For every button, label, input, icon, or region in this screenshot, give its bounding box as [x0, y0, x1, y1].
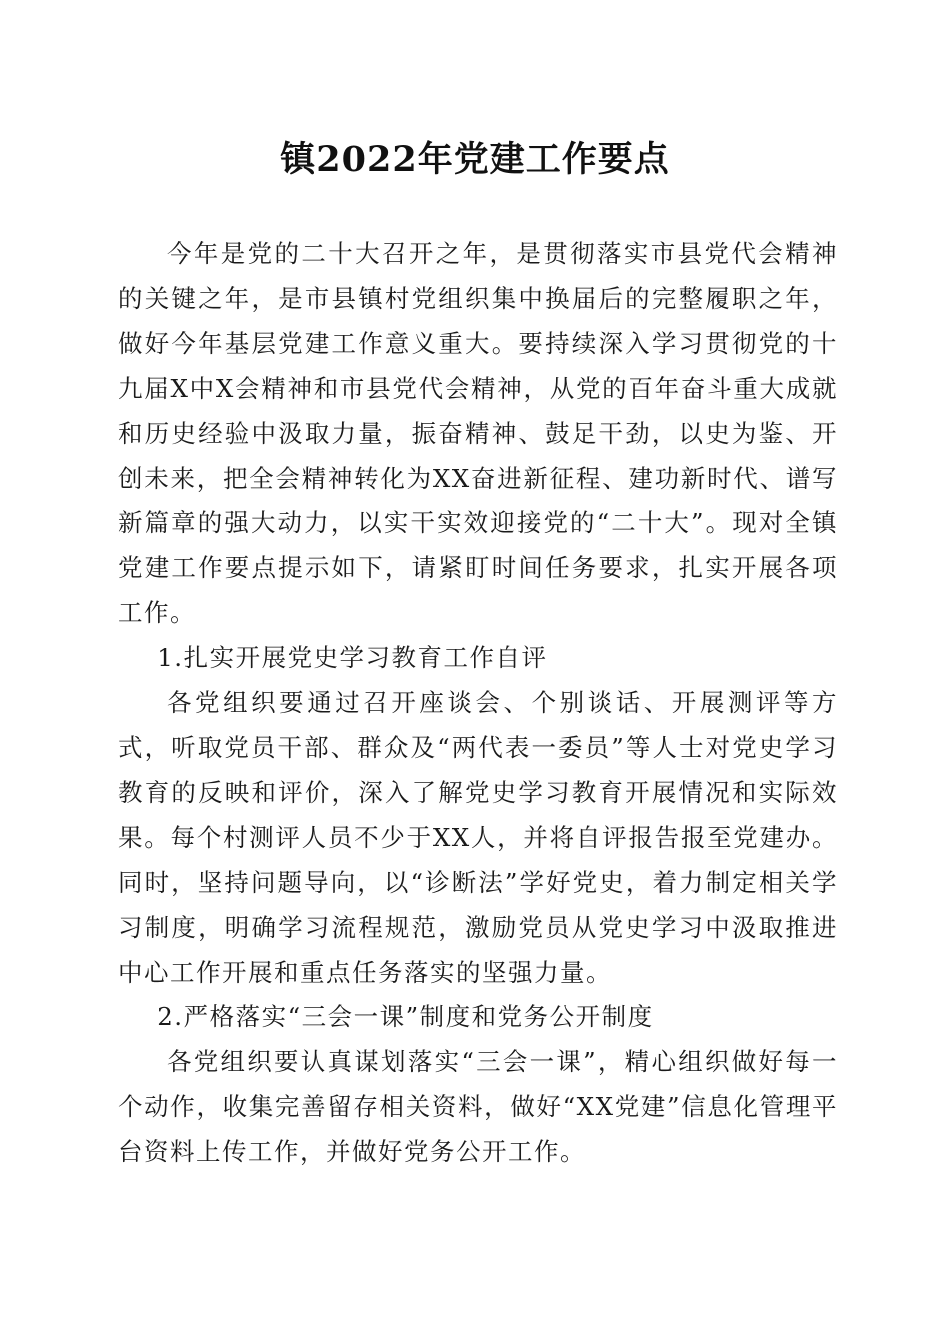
intro-paragraph: 今年是党的二十大召开之年，是贯彻落实市县党代会精神的关键之年，是市县镇村党组织集中换届后的完整履职之年，做好今年基层党建工作意义重大。要持续深入学习贯彻党的十九届X中X会精神和市县党代会精神，从党的百年奋斗重大成就和历史经验中汲取力量，振奋精神、鼓足干劲，以史为鉴、开创未来，把全会精神转化为XX奋进新征程、建功新时代、谱写新篇章的强大动力，以实干实效迎接党的“二十大”。现对全镇党建工作要点提示如下，请紧盯时间任务要求，扎实开展各项工作。 [118, 239, 838, 628]
section-heading-1: 1.扎实开展党史学习教育工作自评 [157, 643, 548, 673]
document-body [118, 232, 838, 1175]
document-title: 镇2022年党建工作要点 [280, 139, 670, 180]
section-paragraph-2: 各党组织要认真谋划落实“三会一课”，精心组织做好每一个动作，收集完善留存相关资料，做好“XX党建”信息化管理平台资料上传工作，并做好党务公开工作。 [118, 1047, 838, 1167]
section-paragraph-1: 各党组织要通过召开座谈会、个别谈话、开展测评等方式，听取党员干部、群众及“两代表一委员”等人士对党史学习教育的反映和评价，深入了解党史学习教育开展情况和实际效果。每个村测评人员不少于XX人，并将自评报告报至党建办。同时，坚持问题导向，以“诊断法”学好党史，着力制定相关学习制度，明确学习流程规范，激励党员从党史学习中汲取推进中心工作开展和重点任务落实的坚强力量。 [118, 688, 838, 987]
section-heading-2: 2.严格落实“三会一课”制度和党务公开制度 [157, 1002, 654, 1032]
